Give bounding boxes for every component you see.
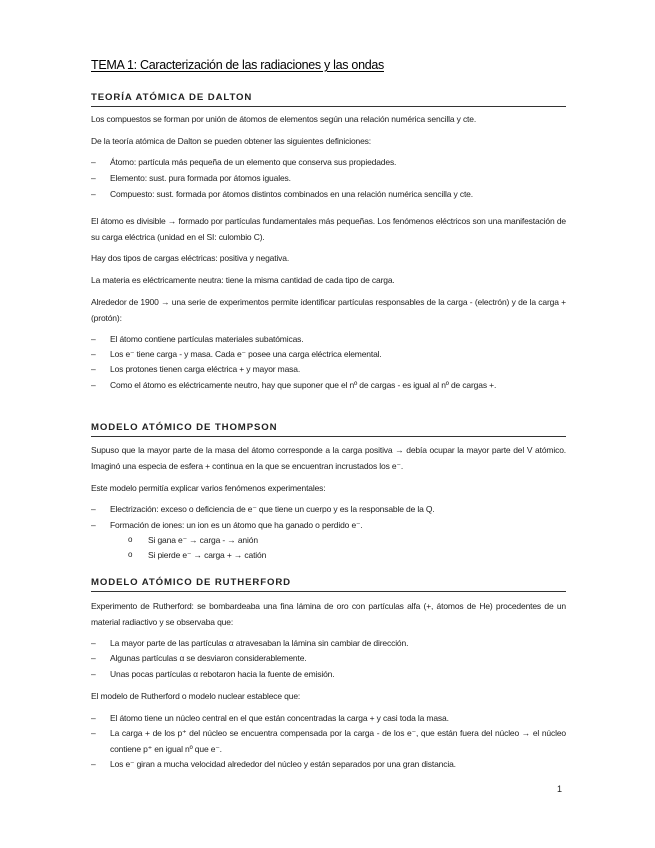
dash-bullet: – — [91, 173, 96, 183]
paragraph: Alrededor de 1900 → una serie de experimentos permite identificar partículas responsables de la carga - (electrón) y de la carga + (protón): — [91, 297, 566, 323]
paragraph: Los compuestos se forman por unión de átomos de elementos según una relación numérica sencilla y cte. — [91, 114, 477, 124]
dash-bullet: – — [91, 157, 96, 167]
paragraph: El modelo de Rutherford o modelo nuclear establece que: — [91, 691, 301, 701]
section-divider — [91, 106, 566, 107]
paragraph: Experimento de Rutherford: se bombardeaba una fina lámina de oro con partículas alfa (+, átomos de He) procedentes de un material radiactivo y se observaba que: — [91, 601, 566, 627]
section-heading-dalton: TEORÍA ATÓMICA DE DALTON — [91, 92, 253, 103]
section-heading-rutherford: MODELO ATÓMICO DE RUTHERFORD — [91, 577, 292, 588]
section-divider — [91, 436, 566, 437]
dash-bullet: – — [91, 504, 96, 514]
section-divider — [91, 591, 566, 592]
dash-bullet: – — [91, 759, 96, 769]
circle-bullet: o — [128, 535, 133, 544]
document-page: TEMA 1: Caracterización de las radiaciones y las ondas TEORÍA ATÓMICA DE DALTON Los compuestos se forman por unión de átomos de elementos según una relación numérica sencilla y cte. De la teoría atómica de Dalton se pueden obtener las siguientes definiciones: – Átomo: partícula más pequeña de un elemento que conserva sus propiedades. – Elemento: sust. pura formada por átomos iguales. – Compuesto: sust. formada por átomos distintos combinados en una relación numérica sencilla y cte. El átomo es divisible → formado por partículas fundamentales más pequeñas. Los fenómenos eléctricos son una manifestación de su carga eléctrica (unidad en el SI: culombio C). Hay dos tipos de cargas eléctricas: positiva y negativa. La materia es eléctricamente neutra: tiene la misma cantidad de cada tipo de carga. Alrededor de 1900 → una serie de experimentos permite identificar partículas responsables de la carga - (electrón) y de la carga + (protón): – El átomo contiene partículas materiales subatómicas. – Los e⁻ tiene carga - y masa. Cada e⁻ posee una carga eléctrica elemental. – Los protones tienen carga eléctrica + y mayor masa. – Como el átomo es eléctricamente neutro, hay que suponer que el nº de cargas - es igual al nº de cargas +. MODELO ATÓMICO DE THOMPSON Supuso que la mayor parte de la masa del átomo corresponde a la carga positiva → debía ocupar la mayor parte del V atómico. Imaginó una especia de esfera + continua en la que se encuentran incrustados los e⁻. Este modelo permitía explicar varios fenómenos experimentales: – Electrización: exceso o deficiencia de e⁻ que tiene un cuerpo y es la responsable de la Q. – Formación de iones: un ion es un átomo que ha ganado o perdido e⁻. o Si gana e⁻ → carga - → anión o Si pierde e⁻ → carga + → catión MODELO ATÓMICO DE RUTHERFORD Experimento de Rutherford: se bombardeaba una fina lámina de oro con partículas alfa (+, átomos de He) procedentes de un material radiactivo y se observaba que: – La mayor parte de las partículas α atravesaban la lámina sin cambiar de dirección. – Algunas partículas α se desviaron considerablemente. – Unas pocas partículas α rebotaron hacia la fuente de emisión. El modelo de Rutherford o modelo nuclear establece que: – El átomo tiene un núcleo central en el que están concentradas la carga + y casi toda la masa. – La carga + de los p⁺ del núcleo se encuentra compensada por la carga - de los e⁻, que están fuera del núcleo → el núcleo contiene p⁺ en igual nº que e⁻. – Los e⁻ giran a mucha velocidad alrededor del núcleo y están separados por una gran distancia. 1 — [91, 58, 566, 794]
dash-bullet: – — [91, 380, 96, 390]
circle-bullet: o — [128, 550, 133, 559]
paragraph: Este modelo permitía explicar varios fenómenos experimentales: — [91, 483, 326, 493]
dash-bullet: – — [91, 653, 96, 663]
dash-bullet: – — [91, 364, 96, 374]
paragraph: De la teoría atómica de Dalton se pueden obtener las siguientes definiciones: — [91, 136, 371, 146]
page-number: 1 — [557, 784, 563, 794]
dash-bullet: – — [91, 728, 96, 738]
dash-bullet: – — [91, 669, 96, 679]
dash-bullet: – — [91, 713, 96, 723]
dash-bullet: – — [91, 189, 96, 199]
dash-bullet: – — [91, 334, 96, 344]
paragraph: La materia es eléctricamente neutra: tiene la misma cantidad de cada tipo de carga. — [91, 275, 395, 285]
paragraph: Hay dos tipos de cargas eléctricas: positiva y negativa. — [91, 253, 290, 263]
dash-bullet: – — [91, 349, 96, 359]
dash-bullet: – — [91, 520, 96, 530]
page-title: TEMA 1: Caracterización de las radiaciones y las ondas — [91, 58, 384, 72]
paragraph: Supuso que la mayor parte de la masa del átomo corresponde a la carga positiva → debía ocupar la mayor parte del V atómico. Imaginó una especia de esfera + continua en la que se encuentran incrustados los e⁻. — [91, 445, 566, 471]
paragraph: El átomo es divisible → formado por partículas fundamentales más pequeñas. Los fenómenos eléctricos son una manifestación de su carga eléctrica (unidad en el SI: culombio C). — [91, 216, 566, 242]
dash-bullet: – — [91, 638, 96, 648]
section-heading-thompson: MODELO ATÓMICO DE THOMPSON — [91, 422, 278, 433]
